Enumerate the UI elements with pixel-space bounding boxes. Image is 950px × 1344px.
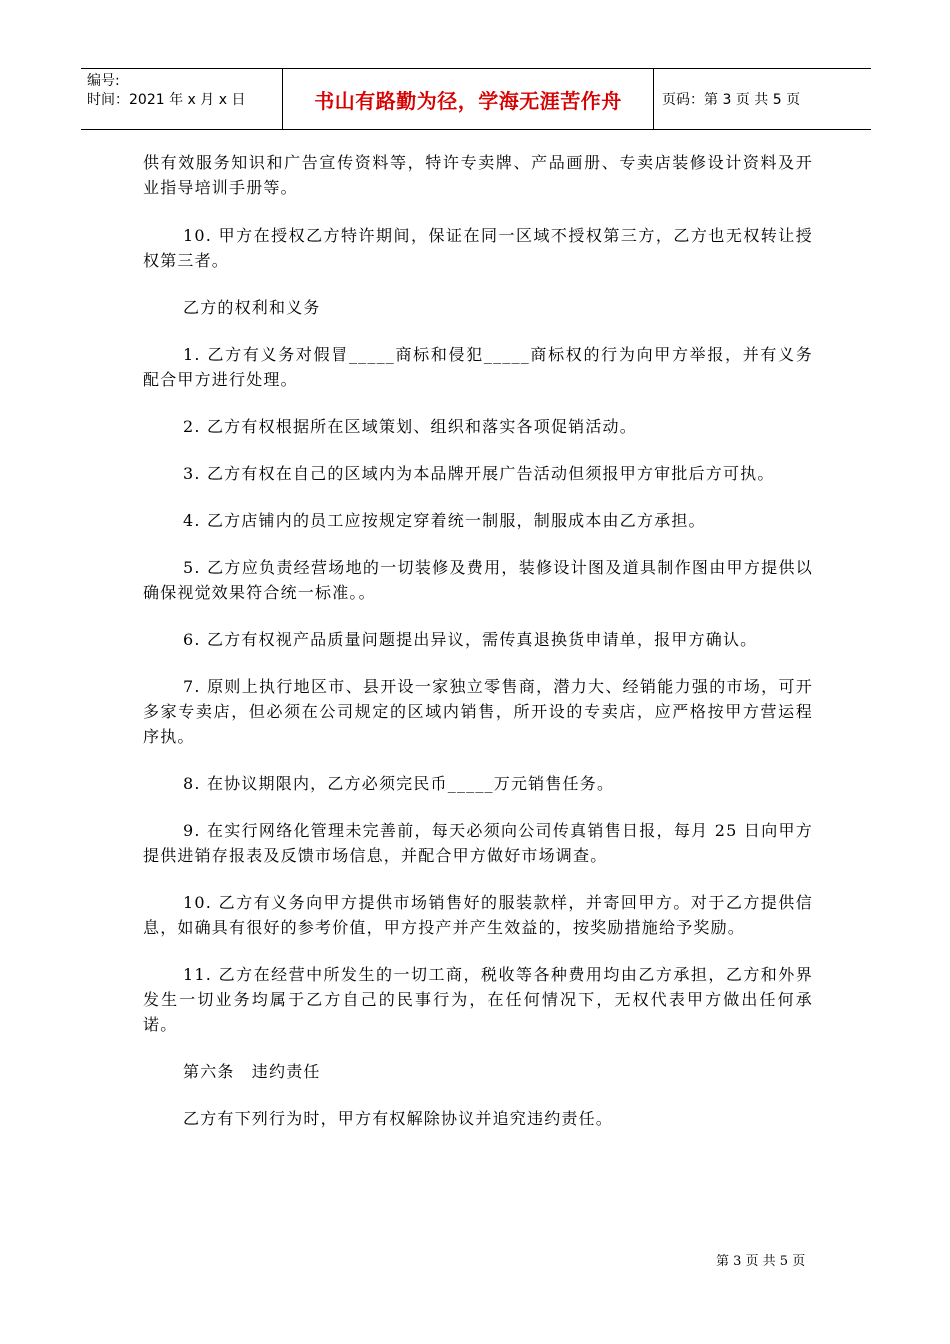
paragraph: 4. 乙方店铺内的员工应按规定穿着统一制服，制服成本由乙方承担。 [183, 511, 706, 530]
header-page-cell [654, 69, 871, 129]
document-body [143, 150, 813, 1131]
section-heading: 第六条 违约责任 [183, 1062, 321, 1081]
page-header [81, 68, 871, 130]
paragraph: 10. 乙方有义务向甲方提供市场销售好的服装款样，并寄回甲方。对于乙方提供信息，如确具有很好的参考价值，甲方投产并产生效益的，按奖励措施给予奖励。 [143, 893, 813, 937]
time-label: 时间：2021 年 x 月 x 日 [87, 92, 246, 108]
motto: 书山有路勤为径，学海无涯苦作舟 [314, 88, 622, 113]
paragraph: 10. 甲方在授权乙方特许期间，保证在同一区域不授权第三方，乙方也无权转让授权第三者。 [143, 226, 813, 270]
header-motto-cell [283, 69, 654, 129]
paragraph: 5. 乙方应负责经营场地的一切装修及费用，装修设计图及道具制作图由甲方提供以确保视觉效果符合统一标准。。 [143, 558, 813, 602]
paragraph: 1. 乙方有义务对假冒_____商标和侵犯_____商标权的行为向甲方举报，并有义务配合甲方进行处理。 [143, 345, 813, 389]
paragraph: 6. 乙方有权视产品质量问题提出异议，需传真退换货申请单，报甲方确认。 [183, 630, 758, 649]
header-meta [81, 69, 283, 129]
paragraph: 供有效服务知识和广告宣传资料等，特许专卖牌、产品画册、专卖店装修设计资料及开业指导培训手册等。 [143, 153, 813, 197]
section-heading: 乙方的权利和义务 [183, 298, 321, 317]
paragraph: 乙方有下列行为时，甲方有权解除协议并追究违约责任。 [183, 1109, 614, 1128]
paragraph: 8. 在协议期限内，乙方必须完民币_____万元销售任务。 [183, 774, 615, 793]
page-footer: 第 3 页 共 5 页 [716, 1254, 806, 1269]
paragraph: 11. 乙方在经营中所发生的一切工商，税收等各种费用均由乙方承担，乙方和外界发生一切业务均属于乙方自己的民事行为，在任何情况下，无权代表甲方做出任何承诺。 [143, 965, 813, 1034]
paragraph: 3. 乙方有权在自己的区域内为本品牌开展广告活动但须报甲方审批后方可执。 [183, 464, 775, 483]
header-page-label: 页码：第 3 页 共 5 页 [662, 92, 801, 108]
paragraph: 9. 在实行网络化管理未完善前，每天必须向公司传真销售日报，每月 25 日向甲方提供进销存报表及反馈市场信息，并配合甲方做好市场调查。 [143, 821, 813, 865]
serial-label: 编号: [87, 73, 120, 89]
paragraph: 2. 乙方有权根据所在区域策划、组织和落实各项促销活动。 [183, 417, 637, 436]
paragraph: 7. 原则上执行地区市、县开设一家独立零售商，潜力大、经销能力强的市场，可开多家专卖店，但必须在公司规定的区域内销售，所开设的专卖店，应严格按甲方营运程序执。 [143, 677, 813, 746]
